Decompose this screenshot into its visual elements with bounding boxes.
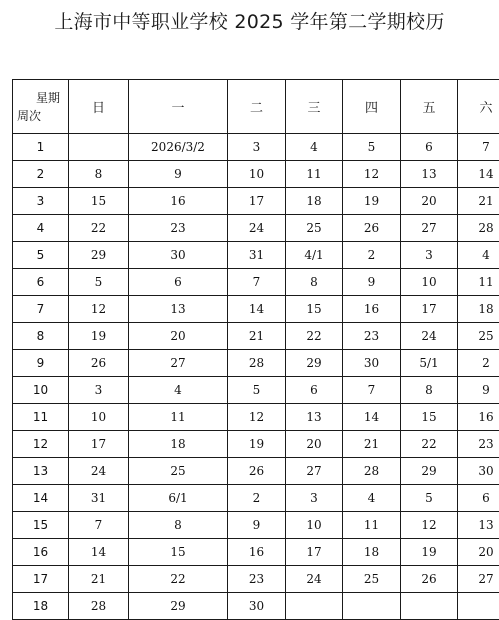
date-cell: 4 (286, 134, 343, 161)
date-cell: 14 (69, 539, 129, 566)
date-cell: 8 (401, 377, 458, 404)
date-cell: 15 (286, 296, 343, 323)
date-cell: 18 (129, 431, 228, 458)
week-number-cell: 18 (13, 593, 69, 620)
date-cell: 3 (228, 134, 286, 161)
date-cell: 24 (69, 458, 129, 485)
corner-cell (13, 80, 69, 134)
day-header-thu: 四 (343, 80, 401, 134)
date-cell: 22 (401, 431, 458, 458)
date-cell: 13 (401, 161, 458, 188)
table-row (13, 404, 499, 431)
day-header-mon: 一 (129, 80, 228, 134)
week-number-cell: 10 (13, 377, 69, 404)
date-cell: 29 (401, 458, 458, 485)
date-cell: 12 (69, 296, 129, 323)
date-cell: 11 (129, 404, 228, 431)
week-number-cell: 5 (13, 242, 69, 269)
date-cell: 17 (286, 539, 343, 566)
date-cell: 25 (286, 215, 343, 242)
date-cell: 6 (129, 269, 228, 296)
table-row (13, 242, 499, 269)
date-cell: 29 (286, 350, 343, 377)
table-row (13, 323, 499, 350)
date-cell: 8 (286, 269, 343, 296)
date-cell: 17 (228, 188, 286, 215)
date-cell: 18 (343, 539, 401, 566)
date-cell: 7 (69, 512, 129, 539)
date-cell (286, 593, 343, 620)
date-cell: 30 (343, 350, 401, 377)
date-cell: 28 (228, 350, 286, 377)
date-cell: 2026/3/2 (129, 134, 228, 161)
day-header-fri: 五 (401, 80, 458, 134)
date-cell: 20 (458, 539, 499, 566)
week-number-cell: 15 (13, 512, 69, 539)
date-cell: 12 (228, 404, 286, 431)
date-cell (343, 593, 401, 620)
week-number-cell: 8 (13, 323, 69, 350)
date-cell: 23 (458, 431, 499, 458)
date-cell: 27 (401, 215, 458, 242)
date-cell: 16 (129, 188, 228, 215)
date-cell: 19 (401, 539, 458, 566)
week-number-cell: 16 (13, 539, 69, 566)
date-cell: 2 (343, 242, 401, 269)
date-cell: 8 (129, 512, 228, 539)
date-cell: 6 (286, 377, 343, 404)
date-cell: 15 (129, 539, 228, 566)
date-cell: 5 (343, 134, 401, 161)
date-cell: 5 (228, 377, 286, 404)
date-cell: 20 (286, 431, 343, 458)
date-cell: 24 (286, 566, 343, 593)
table-row (13, 161, 499, 188)
date-cell: 5 (401, 485, 458, 512)
date-cell (458, 593, 499, 620)
date-cell: 22 (129, 566, 228, 593)
date-cell: 22 (286, 323, 343, 350)
date-cell: 10 (286, 512, 343, 539)
date-cell: 12 (343, 161, 401, 188)
date-cell: 12 (401, 512, 458, 539)
date-cell: 19 (228, 431, 286, 458)
date-cell: 19 (343, 188, 401, 215)
date-cell: 23 (228, 566, 286, 593)
day-header-sat: 六 (458, 80, 499, 134)
date-cell: 4/1 (286, 242, 343, 269)
table-row (13, 431, 499, 458)
table-row (13, 566, 499, 593)
date-cell: 27 (129, 350, 228, 377)
date-cell: 7 (458, 134, 499, 161)
date-cell: 2 (228, 485, 286, 512)
date-cell: 9 (343, 269, 401, 296)
table-row (13, 215, 499, 242)
date-cell: 2 (458, 350, 499, 377)
date-cell: 11 (458, 269, 499, 296)
weekday-axis-label: 星期 (36, 89, 60, 106)
date-cell: 28 (458, 215, 499, 242)
date-cell: 9 (458, 377, 499, 404)
date-cell: 19 (69, 323, 129, 350)
week-number-cell: 2 (13, 161, 69, 188)
date-cell: 3 (286, 485, 343, 512)
week-number-cell: 6 (13, 269, 69, 296)
date-cell: 9 (228, 512, 286, 539)
date-cell: 31 (228, 242, 286, 269)
day-header-sun: 日 (69, 80, 129, 134)
date-cell: 21 (69, 566, 129, 593)
date-cell: 24 (228, 215, 286, 242)
date-cell: 18 (458, 296, 499, 323)
date-cell: 26 (228, 458, 286, 485)
date-cell: 16 (343, 296, 401, 323)
date-cell: 27 (286, 458, 343, 485)
school-calendar-table (12, 79, 499, 620)
table-row (13, 458, 499, 485)
date-cell: 23 (343, 323, 401, 350)
table-row (13, 269, 499, 296)
date-cell: 16 (228, 539, 286, 566)
table-row (13, 296, 499, 323)
date-cell: 26 (69, 350, 129, 377)
date-cell: 17 (69, 431, 129, 458)
date-cell: 20 (129, 323, 228, 350)
date-cell: 13 (129, 296, 228, 323)
date-cell: 4 (129, 377, 228, 404)
week-number-cell: 14 (13, 485, 69, 512)
page-title: 上海市中等职业学校 2025 学年第二学期校历 (0, 8, 499, 36)
date-cell: 17 (401, 296, 458, 323)
date-cell: 13 (286, 404, 343, 431)
date-cell: 22 (69, 215, 129, 242)
date-cell: 8 (69, 161, 129, 188)
date-cell: 29 (69, 242, 129, 269)
table-row (13, 512, 499, 539)
date-cell: 21 (343, 431, 401, 458)
date-cell: 5/1 (401, 350, 458, 377)
week-axis-label: 周次 (17, 107, 41, 124)
date-cell: 26 (343, 215, 401, 242)
calendar-header (13, 80, 499, 134)
date-cell: 25 (343, 566, 401, 593)
date-cell: 10 (401, 269, 458, 296)
date-cell: 30 (129, 242, 228, 269)
date-cell: 24 (401, 323, 458, 350)
table-row (13, 485, 499, 512)
date-cell: 6 (401, 134, 458, 161)
table-row (13, 134, 499, 161)
date-cell: 14 (458, 161, 499, 188)
date-cell: 4 (458, 242, 499, 269)
date-cell (69, 134, 129, 161)
date-cell: 3 (401, 242, 458, 269)
week-number-cell: 4 (13, 215, 69, 242)
date-cell: 28 (343, 458, 401, 485)
week-number-cell: 12 (13, 431, 69, 458)
date-cell: 20 (401, 188, 458, 215)
calendar-body (13, 134, 499, 620)
week-number-cell: 17 (13, 566, 69, 593)
date-cell: 3 (69, 377, 129, 404)
table-row (13, 188, 499, 215)
date-cell: 14 (343, 404, 401, 431)
date-cell: 4 (343, 485, 401, 512)
week-number-cell: 3 (13, 188, 69, 215)
date-cell: 15 (401, 404, 458, 431)
date-cell: 25 (458, 323, 499, 350)
date-cell: 11 (343, 512, 401, 539)
date-cell: 6/1 (129, 485, 228, 512)
header-row (13, 80, 499, 134)
date-cell: 15 (69, 188, 129, 215)
date-cell: 10 (69, 404, 129, 431)
date-cell: 6 (458, 485, 499, 512)
date-cell: 21 (458, 188, 499, 215)
week-number-cell: 1 (13, 134, 69, 161)
date-cell (401, 593, 458, 620)
week-number-cell: 7 (13, 296, 69, 323)
date-cell: 11 (286, 161, 343, 188)
table-row (13, 593, 499, 620)
date-cell: 16 (458, 404, 499, 431)
date-cell: 14 (228, 296, 286, 323)
date-cell: 30 (228, 593, 286, 620)
date-cell: 30 (458, 458, 499, 485)
date-cell: 13 (458, 512, 499, 539)
date-cell: 21 (228, 323, 286, 350)
date-cell: 10 (228, 161, 286, 188)
week-number-cell: 13 (13, 458, 69, 485)
week-number-cell: 11 (13, 404, 69, 431)
date-cell: 26 (401, 566, 458, 593)
date-cell: 31 (69, 485, 129, 512)
date-cell: 7 (343, 377, 401, 404)
table-row (13, 539, 499, 566)
date-cell: 23 (129, 215, 228, 242)
date-cell: 25 (129, 458, 228, 485)
date-cell: 29 (129, 593, 228, 620)
date-cell: 27 (458, 566, 499, 593)
day-header-wed: 三 (286, 80, 343, 134)
table-row (13, 377, 499, 404)
week-number-cell: 9 (13, 350, 69, 377)
date-cell: 28 (69, 593, 129, 620)
table-row (13, 350, 499, 377)
date-cell: 18 (286, 188, 343, 215)
day-header-tue: 二 (228, 80, 286, 134)
date-cell: 7 (228, 269, 286, 296)
date-cell: 9 (129, 161, 228, 188)
date-cell: 5 (69, 269, 129, 296)
